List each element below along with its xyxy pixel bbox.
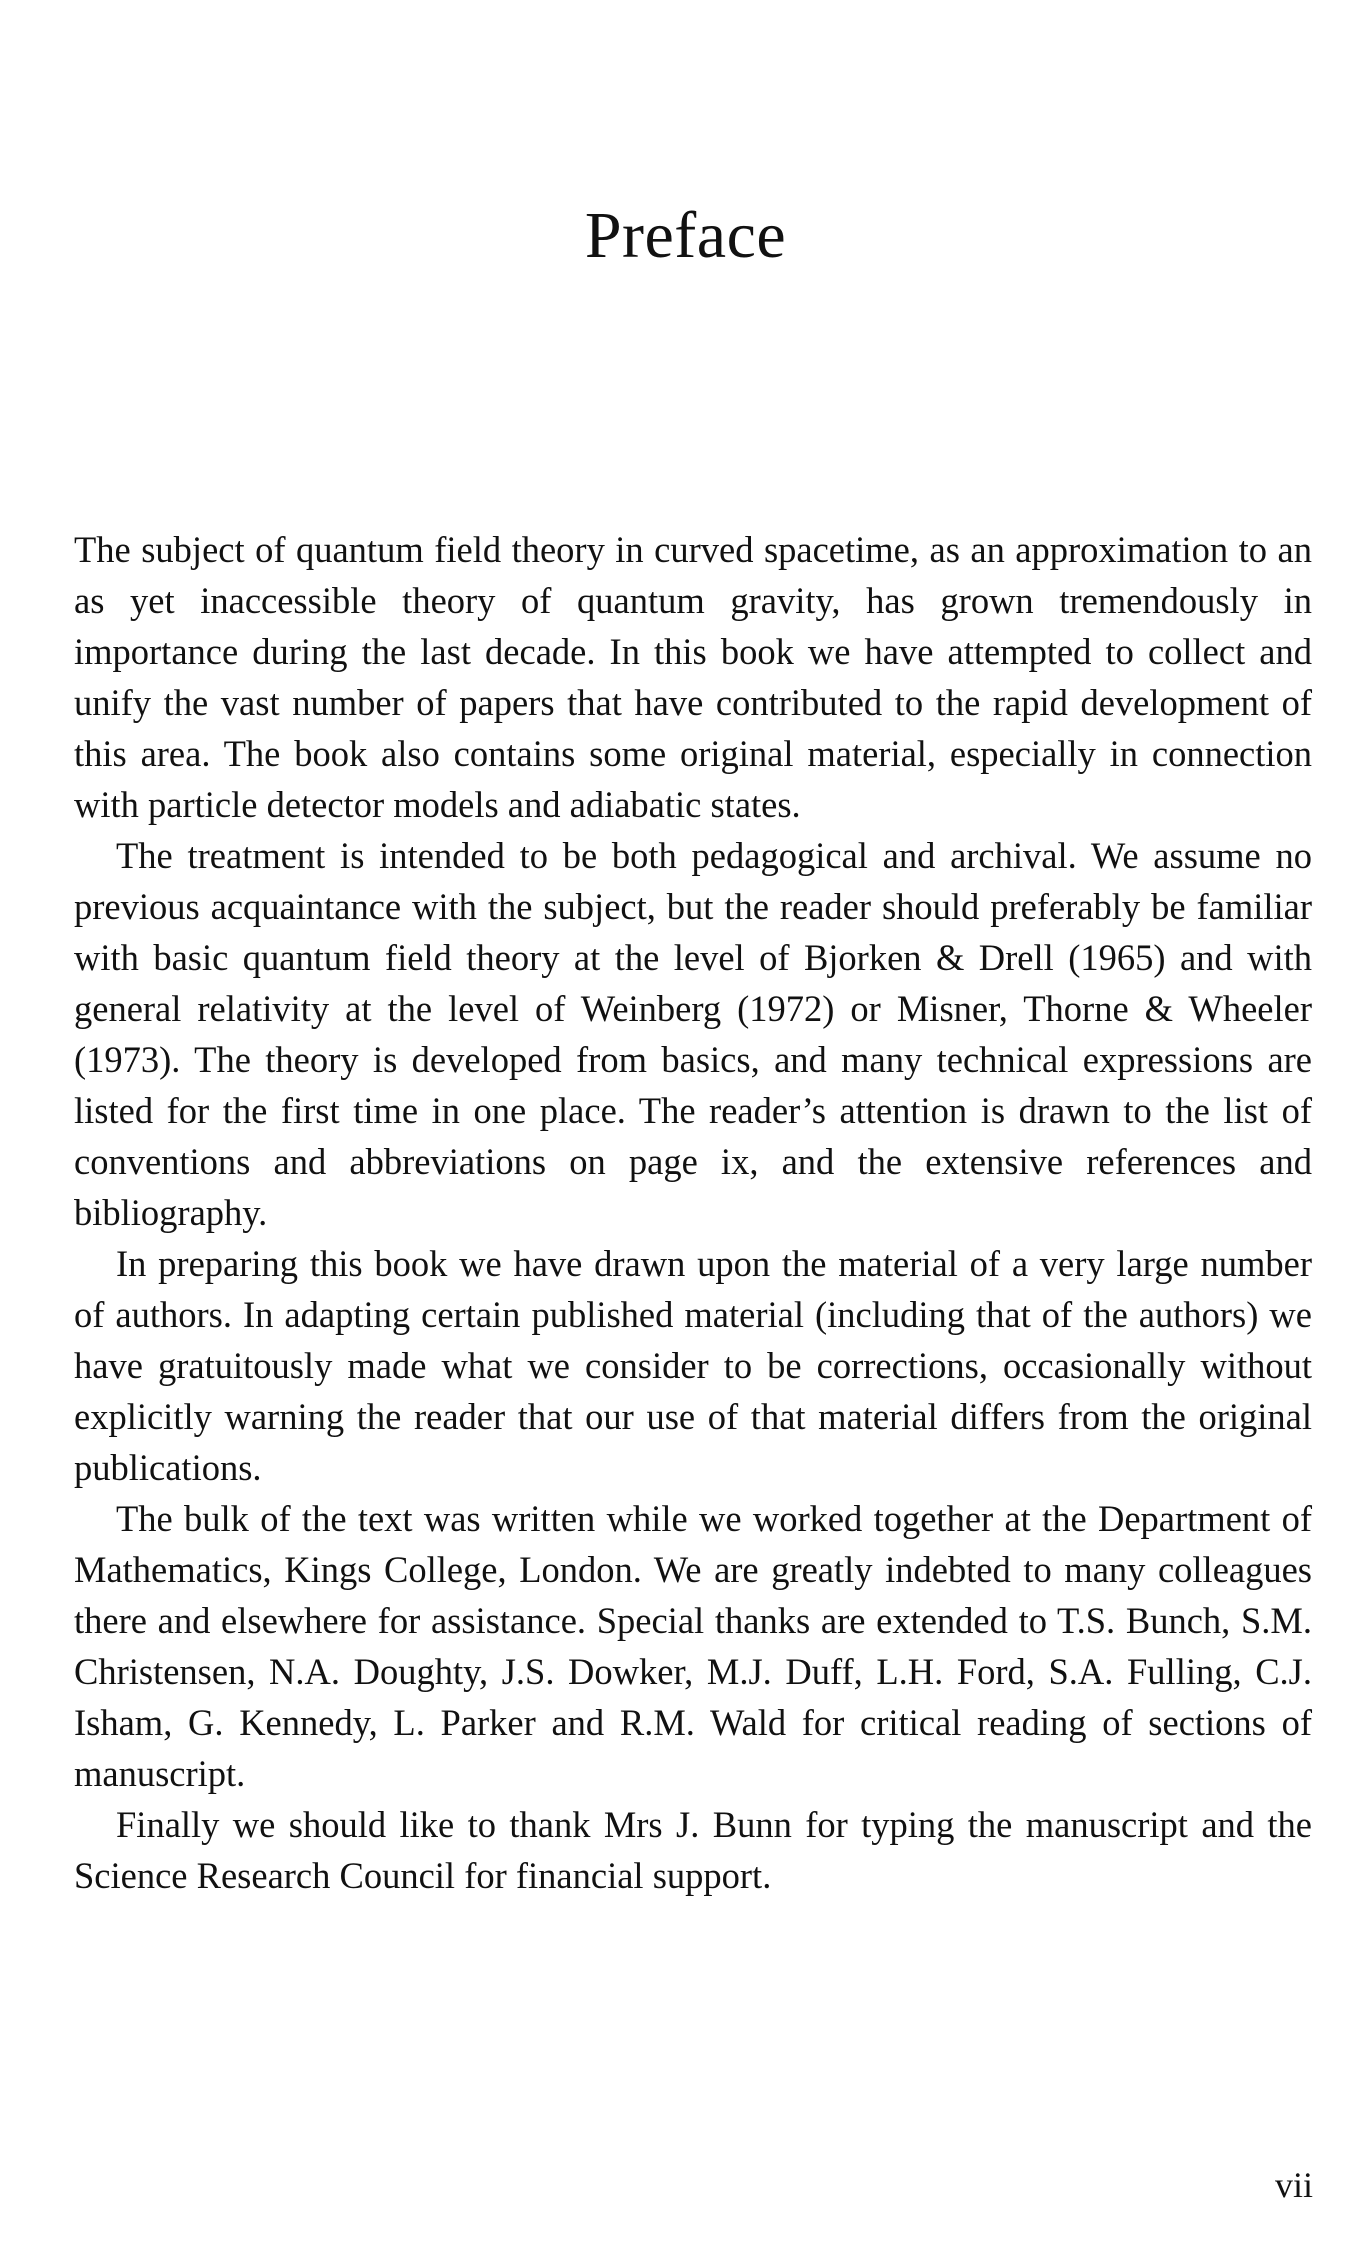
preface-body bbox=[74, 524, 1312, 1901]
paragraph-final-thanks: Finally we should like to thank Mrs J. Bunn for typing the manuscript and the Science Research Council for financial support. bbox=[74, 1804, 1312, 1896]
paragraph-sources: In preparing this book we have drawn upon the material of a very large number of authors. In adapting certain published material (including that of the authors) we have gratuitously made what we consider to be corrections, occasionally without explicitly warning the reader that our use of that material differs from the original publications. bbox=[74, 1243, 1312, 1488]
page-title: Preface bbox=[584, 199, 787, 272]
paragraph-treatment: The treatment is intended to be both pedagogical and archival. We assume no previous acquaintance with the subject, but the reader should preferably be familiar with basic quantum field theory at the level of Bjorken & Drell (1965) and with general relativity at the level of Weinberg (1972) or Misner, Thorne & Wheeler (1973). The theory is developed from basics, and many technical expressions are listed for the first time in one place. The reader’s attention is drawn to the list of conventions and abbreviations on page ix, and the extensive references and bibliography. bbox=[74, 835, 1312, 1233]
paragraph-acknowledgements: The bulk of the text was written while we worked together at the Department of Mathematics, Kings College, London. We are greatly indebted to many colleagues there and elsewhere for assistance. Special thanks are extended to T.S. Bunch, S.M. Christensen, N.A. Doughty, J.S. Dowker, M.J. Duff, L.H. Ford, S.A. Fulling, C.J. Isham, G. Kennedy, L. Parker and R.M. Wald for critical reading of sections of manuscript. bbox=[74, 1498, 1312, 1794]
paragraph-intro: The subject of quantum field theory in curved spacetime, as an approximation to an as yet inaccessible theory of quantum gravity, has grown tremendously in importance during the last decade. In this book we have attempted to collect and unify the vast number of papers that have contributed to the rapid development of this area. The book also contains some original material, especially in connection with particle detector models and adiabatic states. bbox=[74, 529, 1312, 825]
page-number: vii bbox=[1274, 2165, 1313, 2205]
